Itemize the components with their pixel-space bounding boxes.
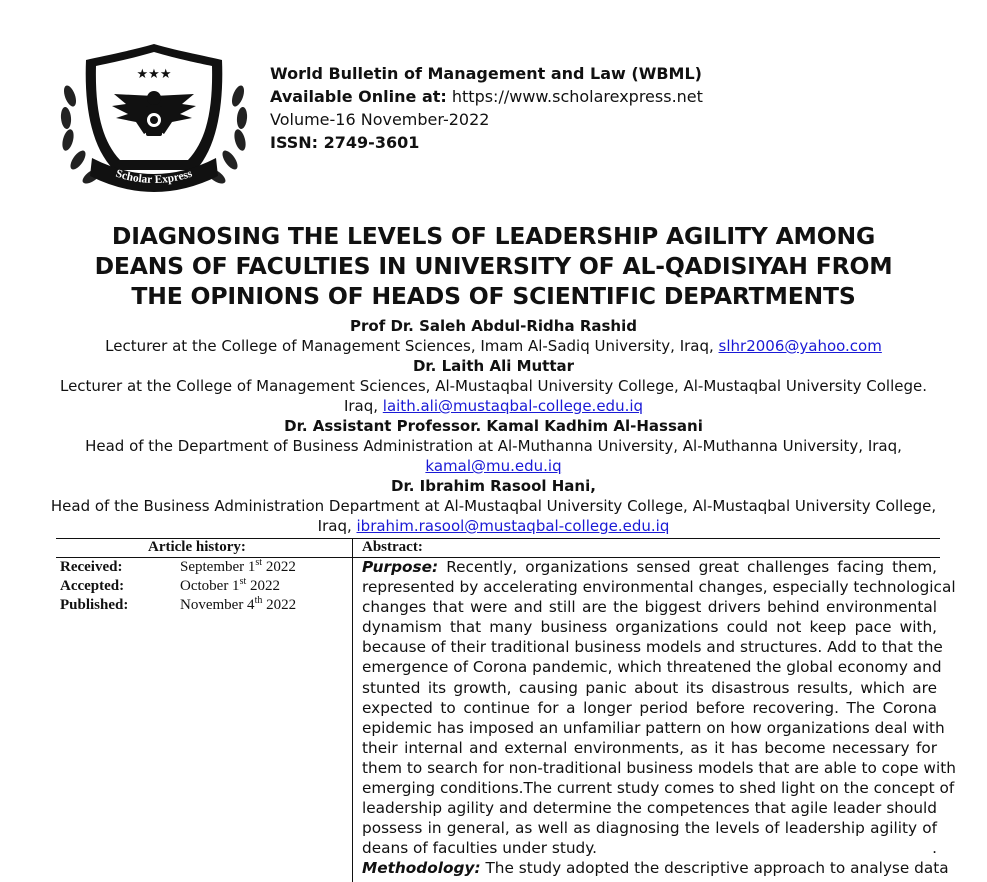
author-affiliation-cont: Iraq, — [343, 397, 383, 415]
journal-header — [270, 62, 703, 154]
abstract-line: represented by accelerating environmental changes, especially technological — [362, 578, 956, 597]
journal-volume: Volume-16 November-2022 — [270, 110, 490, 129]
abstract-line: stunted its growth, causing panic about its disastrous results, which are — [362, 678, 937, 697]
history-label: Received: — [60, 559, 123, 575]
abstract-line: possess in general, as well as diagnosing the levels of leadership agility of — [362, 819, 937, 838]
journal-url[interactable]: https://www.scholarexpress.net — [451, 87, 703, 106]
journal-issn: ISSN: 2749-3601 — [270, 133, 420, 152]
author-affiliation: Head of the Department of Business Administration at Al-Muthanna University, Al-Muthanna University, Iraq, — [85, 437, 902, 455]
available-label: Available Online at: — [270, 87, 447, 106]
author-affiliation-cont: Iraq, — [317, 517, 357, 535]
author-email-link[interactable]: laith.ali@mustaqbal-college.edu.iq — [382, 397, 644, 415]
abstract-line: deans of faculties under study. . — [362, 839, 937, 858]
abstract-line: them to search for non-traditional business models that are able to cope with — [362, 758, 956, 777]
author-list — [0, 316, 987, 536]
purpose-label: Purpose: — [362, 558, 439, 576]
logo-stars: ★★★ — [136, 67, 172, 82]
author-name: Prof Dr. Saleh Abdul-Ridha Rashid — [350, 317, 637, 335]
history-label: Accepted: — [60, 578, 125, 594]
author-name: Dr. Assistant Professor. Kamal Kadhim Al-Hassani — [284, 417, 703, 435]
abstract-line: epidemic has imposed an unfamiliar pattern on how organizations deal with — [362, 718, 945, 737]
abstract-line: expected to continue for a longer period before recovering. The Corona — [362, 698, 937, 717]
paper-title — [0, 221, 987, 311]
abstract-line: because of their traditional business models and structures. Add to that the — [362, 638, 943, 657]
logo-banner-text: Scholar Express — [114, 167, 194, 187]
abstract-line: Purpose: Recently, organizations sensed great challenges facing them, — [362, 558, 937, 576]
author-email-link[interactable]: kamal@mu.edu.iq — [425, 457, 562, 475]
journal-name: World Bulletin of Management and Law (WBML) — [270, 64, 702, 83]
author-affiliation: Lecturer at the College of Management Sciences, Al-Mustaqbal University College, Al-Mustaqbal University College. — [59, 377, 928, 395]
abstract-line: leadership agility and determine the competences that agile leader should — [362, 799, 937, 818]
journal-logo — [56, 38, 252, 206]
abstract-body — [362, 557, 956, 879]
abstract-line: dynamism that many business organizations could not keep pace with, — [362, 618, 937, 637]
abstract-line: changes that were and still are the biggest drivers behind environmental — [362, 598, 937, 617]
article-history-heading: Article history: — [148, 539, 246, 555]
abstract-line: their internal and external environments, as it has become necessary for — [362, 738, 937, 757]
abstract-line: emergence of Corona pandemic, which threatened the global economy and — [362, 658, 942, 677]
title-line: DIAGNOSING THE LEVELS OF LEADERSHIP AGILITY AMONG — [111, 222, 876, 250]
author-name: Dr. Laith Ali Muttar — [412, 357, 575, 375]
history-date: September 1st 2022 — [180, 557, 296, 575]
stray-dot: . — [932, 839, 937, 858]
title-line: THE OPINIONS OF HEADS OF SCIENTIFIC DEPARTMENTS — [131, 282, 856, 310]
table-column-divider — [352, 538, 353, 882]
abstract-heading: Abstract: — [362, 539, 423, 555]
author-email-link[interactable]: ibrahim.rasool@mustaqbal-college.edu.iq — [356, 517, 670, 535]
author-affiliation: Head of the Business Administration Department at Al-Mustaqbal University College, Al-Mustaqbal University College, — [50, 497, 937, 515]
history-date: October 1st 2022 — [180, 576, 280, 594]
history-label: Published: — [60, 597, 129, 613]
author-name: Dr. Ibrahim Rasool Hani, — [391, 477, 596, 495]
author-email-link[interactable]: slhr2006@yahoo.com — [718, 337, 882, 355]
history-date: November 4th 2022 — [180, 595, 297, 613]
abstract-line: Methodology: The study adopted the descriptive approach to analyse data — [362, 859, 949, 878]
abstract-line: emerging conditions.The current study comes to shed light on the concept of — [362, 779, 955, 798]
title-line: DEANS OF FACULTIES IN UNIVERSITY OF AL-QADISIYAH FROM — [94, 252, 893, 280]
methodology-label: Methodology: — [362, 859, 481, 878]
author-affiliation: Lecturer at the College of Management Sciences, Imam Al-Sadiq University, Iraq, — [105, 337, 719, 355]
